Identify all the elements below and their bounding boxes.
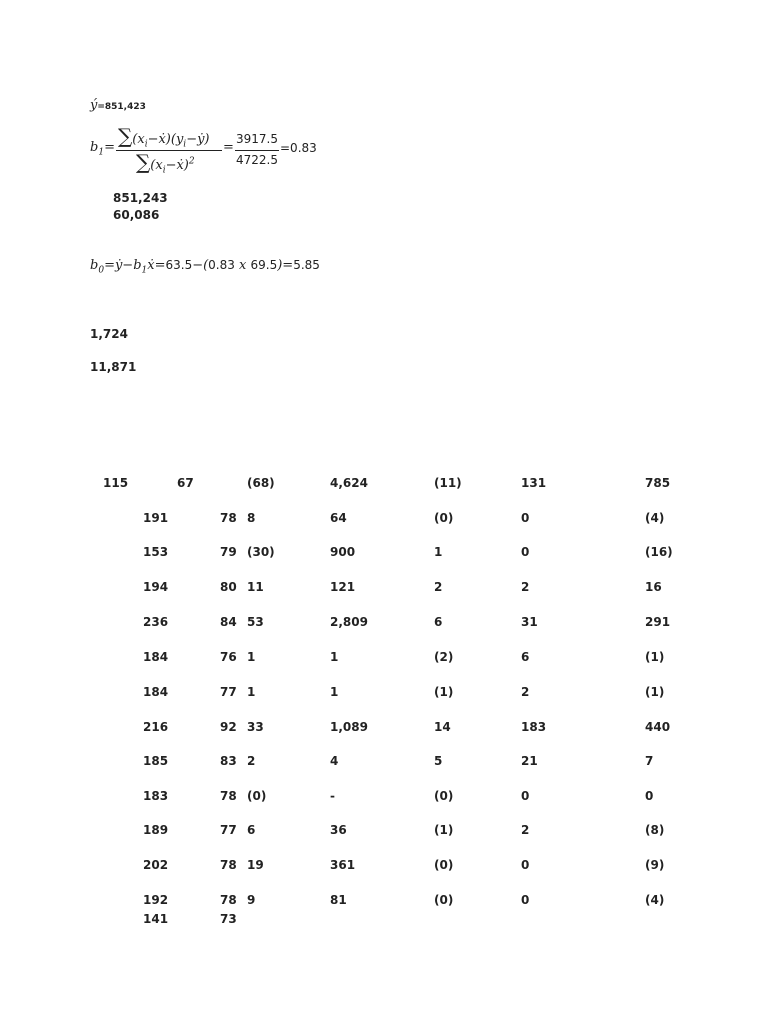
table-cell: 14 — [434, 720, 451, 734]
table-cell: 184 — [143, 685, 169, 699]
table-cell: 9 — [247, 893, 256, 907]
table-cell: 1 — [330, 685, 339, 699]
table-cell: 76 — [220, 650, 237, 664]
table-cell: 0 — [521, 893, 530, 907]
table-cell: 183 — [521, 720, 547, 734]
table-cell: (0) — [247, 789, 267, 803]
table-cell: 2 — [247, 754, 256, 768]
table-cell: 153 — [143, 545, 169, 559]
formula-b0: $b_0=ẏ-b_1ẋ=63.5-(0.83$ x 69.5)=5.85 — [90, 258, 320, 276]
table-cell: (1) — [645, 685, 665, 699]
table-cell: (11) — [434, 476, 462, 490]
table-cell: (8) — [645, 823, 665, 837]
table-cell: 67 — [177, 476, 194, 490]
table-cell: 191 — [143, 511, 169, 525]
table-cell: 1,089 — [330, 720, 368, 734]
table-cell: 4,624 — [330, 476, 368, 490]
b1-denominator: $\sum(x_i-ẋ)^2$ — [136, 150, 195, 176]
table-cell: 11 — [247, 580, 264, 594]
table-cell: (16) — [645, 545, 673, 559]
table-cell: (0) — [434, 893, 454, 907]
table-cell: 291 — [645, 615, 671, 629]
table-cell: 0 — [521, 858, 530, 872]
table-cell: (0) — [434, 511, 454, 525]
note-2: 60,086 — [113, 208, 160, 222]
total-1: 1,724 — [90, 327, 128, 341]
y-hat-value: =851,423 — [97, 102, 146, 112]
table-cell: 2 — [521, 823, 530, 837]
table-cell: 131 — [521, 476, 547, 490]
table-cell: 440 — [645, 720, 671, 734]
table-cell: 785 — [645, 476, 671, 490]
table-cell: 184 — [143, 650, 169, 664]
b1-value-bar — [235, 150, 279, 151]
table-cell: 77 — [220, 685, 237, 699]
table-cell: 900 — [330, 545, 356, 559]
table-cell: 8 — [247, 511, 256, 525]
table-cell: 216 — [143, 720, 169, 734]
table-cell: (2) — [434, 650, 454, 664]
table-cell: (0) — [434, 789, 454, 803]
table-cell: 83 — [220, 754, 237, 768]
table-cell: 115 — [103, 476, 129, 490]
table-cell: 1 — [247, 685, 256, 699]
table-cell: 121 — [330, 580, 356, 594]
table-cell: 236 — [143, 615, 169, 629]
table-cell: 0 — [521, 545, 530, 559]
table-cell: 1 — [247, 650, 256, 664]
table-cell: 21 — [521, 754, 538, 768]
table-cell: 77 — [220, 823, 237, 837]
table-cell: 79 — [220, 545, 237, 559]
table-cell: 19 — [247, 858, 264, 872]
table-cell: 1 — [330, 650, 339, 664]
table-cell: (4) — [645, 893, 665, 907]
table-cell: 361 — [330, 858, 356, 872]
table-cell: 2,809 — [330, 615, 368, 629]
table-cell: 33 — [247, 720, 264, 734]
table-cell: 1 — [434, 545, 443, 559]
table-cell: 2 — [521, 685, 530, 699]
table-cell: 194 — [143, 580, 169, 594]
table-cell: 84 — [220, 615, 237, 629]
b1-frac-num: 3917.5 — [236, 132, 278, 146]
table-cell: 7 — [645, 754, 654, 768]
table-cell: 78 — [220, 511, 237, 525]
table-cell: 6 — [247, 823, 256, 837]
table-cell: 78 — [220, 893, 237, 907]
table-cell: 5 — [434, 754, 443, 768]
table-cell: (1) — [645, 650, 665, 664]
table-cell: (9) — [645, 858, 665, 872]
y-hat-symbol: ý — [90, 98, 98, 113]
table-cell: (4) — [645, 511, 665, 525]
table-cell: 0 — [645, 789, 654, 803]
table-cell: 185 — [143, 754, 169, 768]
table-cell: 6 — [434, 615, 443, 629]
table-cell: 6 — [521, 650, 530, 664]
table-cell: 2 — [434, 580, 443, 594]
table-cell: 78 — [220, 789, 237, 803]
table-cell: (1) — [434, 823, 454, 837]
table-cell: 0 — [521, 789, 530, 803]
table-cell: 31 — [521, 615, 538, 629]
note-1: 851,243 — [113, 191, 168, 205]
table-cell: 183 — [143, 789, 169, 803]
b1-equals: = — [223, 140, 234, 155]
table-cell: 0 — [521, 511, 530, 525]
table-cell: 192 — [143, 893, 169, 907]
table-cell: 202 — [143, 858, 169, 872]
b1-result: =0.83 — [280, 141, 317, 155]
table-cell: 92 — [220, 720, 237, 734]
total-2: 11,871 — [90, 360, 137, 374]
table-cell: 64 — [330, 511, 347, 525]
table-cell: 78 — [220, 858, 237, 872]
table-cell: 73 — [220, 912, 237, 926]
b1-numerator: $\sum(x_i-ẋ)(y_i-ẏ)$ — [118, 124, 210, 150]
table-cell: (30) — [247, 545, 275, 559]
y-hat-line — [90, 94, 146, 113]
table-cell: 80 — [220, 580, 237, 594]
table-cell: 2 — [521, 580, 530, 594]
table-cell: (1) — [434, 685, 454, 699]
b1-lhs: $b_1=$ — [90, 140, 115, 158]
table-cell: 53 — [247, 615, 264, 629]
table-cell: 36 — [330, 823, 347, 837]
b1-frac-den: 4722.5 — [236, 153, 278, 167]
table-cell: 141 — [143, 912, 169, 926]
table-cell: 4 — [330, 754, 339, 768]
table-cell: (68) — [247, 476, 275, 490]
table-cell: 16 — [645, 580, 662, 594]
table-cell: - — [330, 789, 335, 803]
table-cell: (0) — [434, 858, 454, 872]
table-cell: 81 — [330, 893, 347, 907]
table-cell: 189 — [143, 823, 169, 837]
